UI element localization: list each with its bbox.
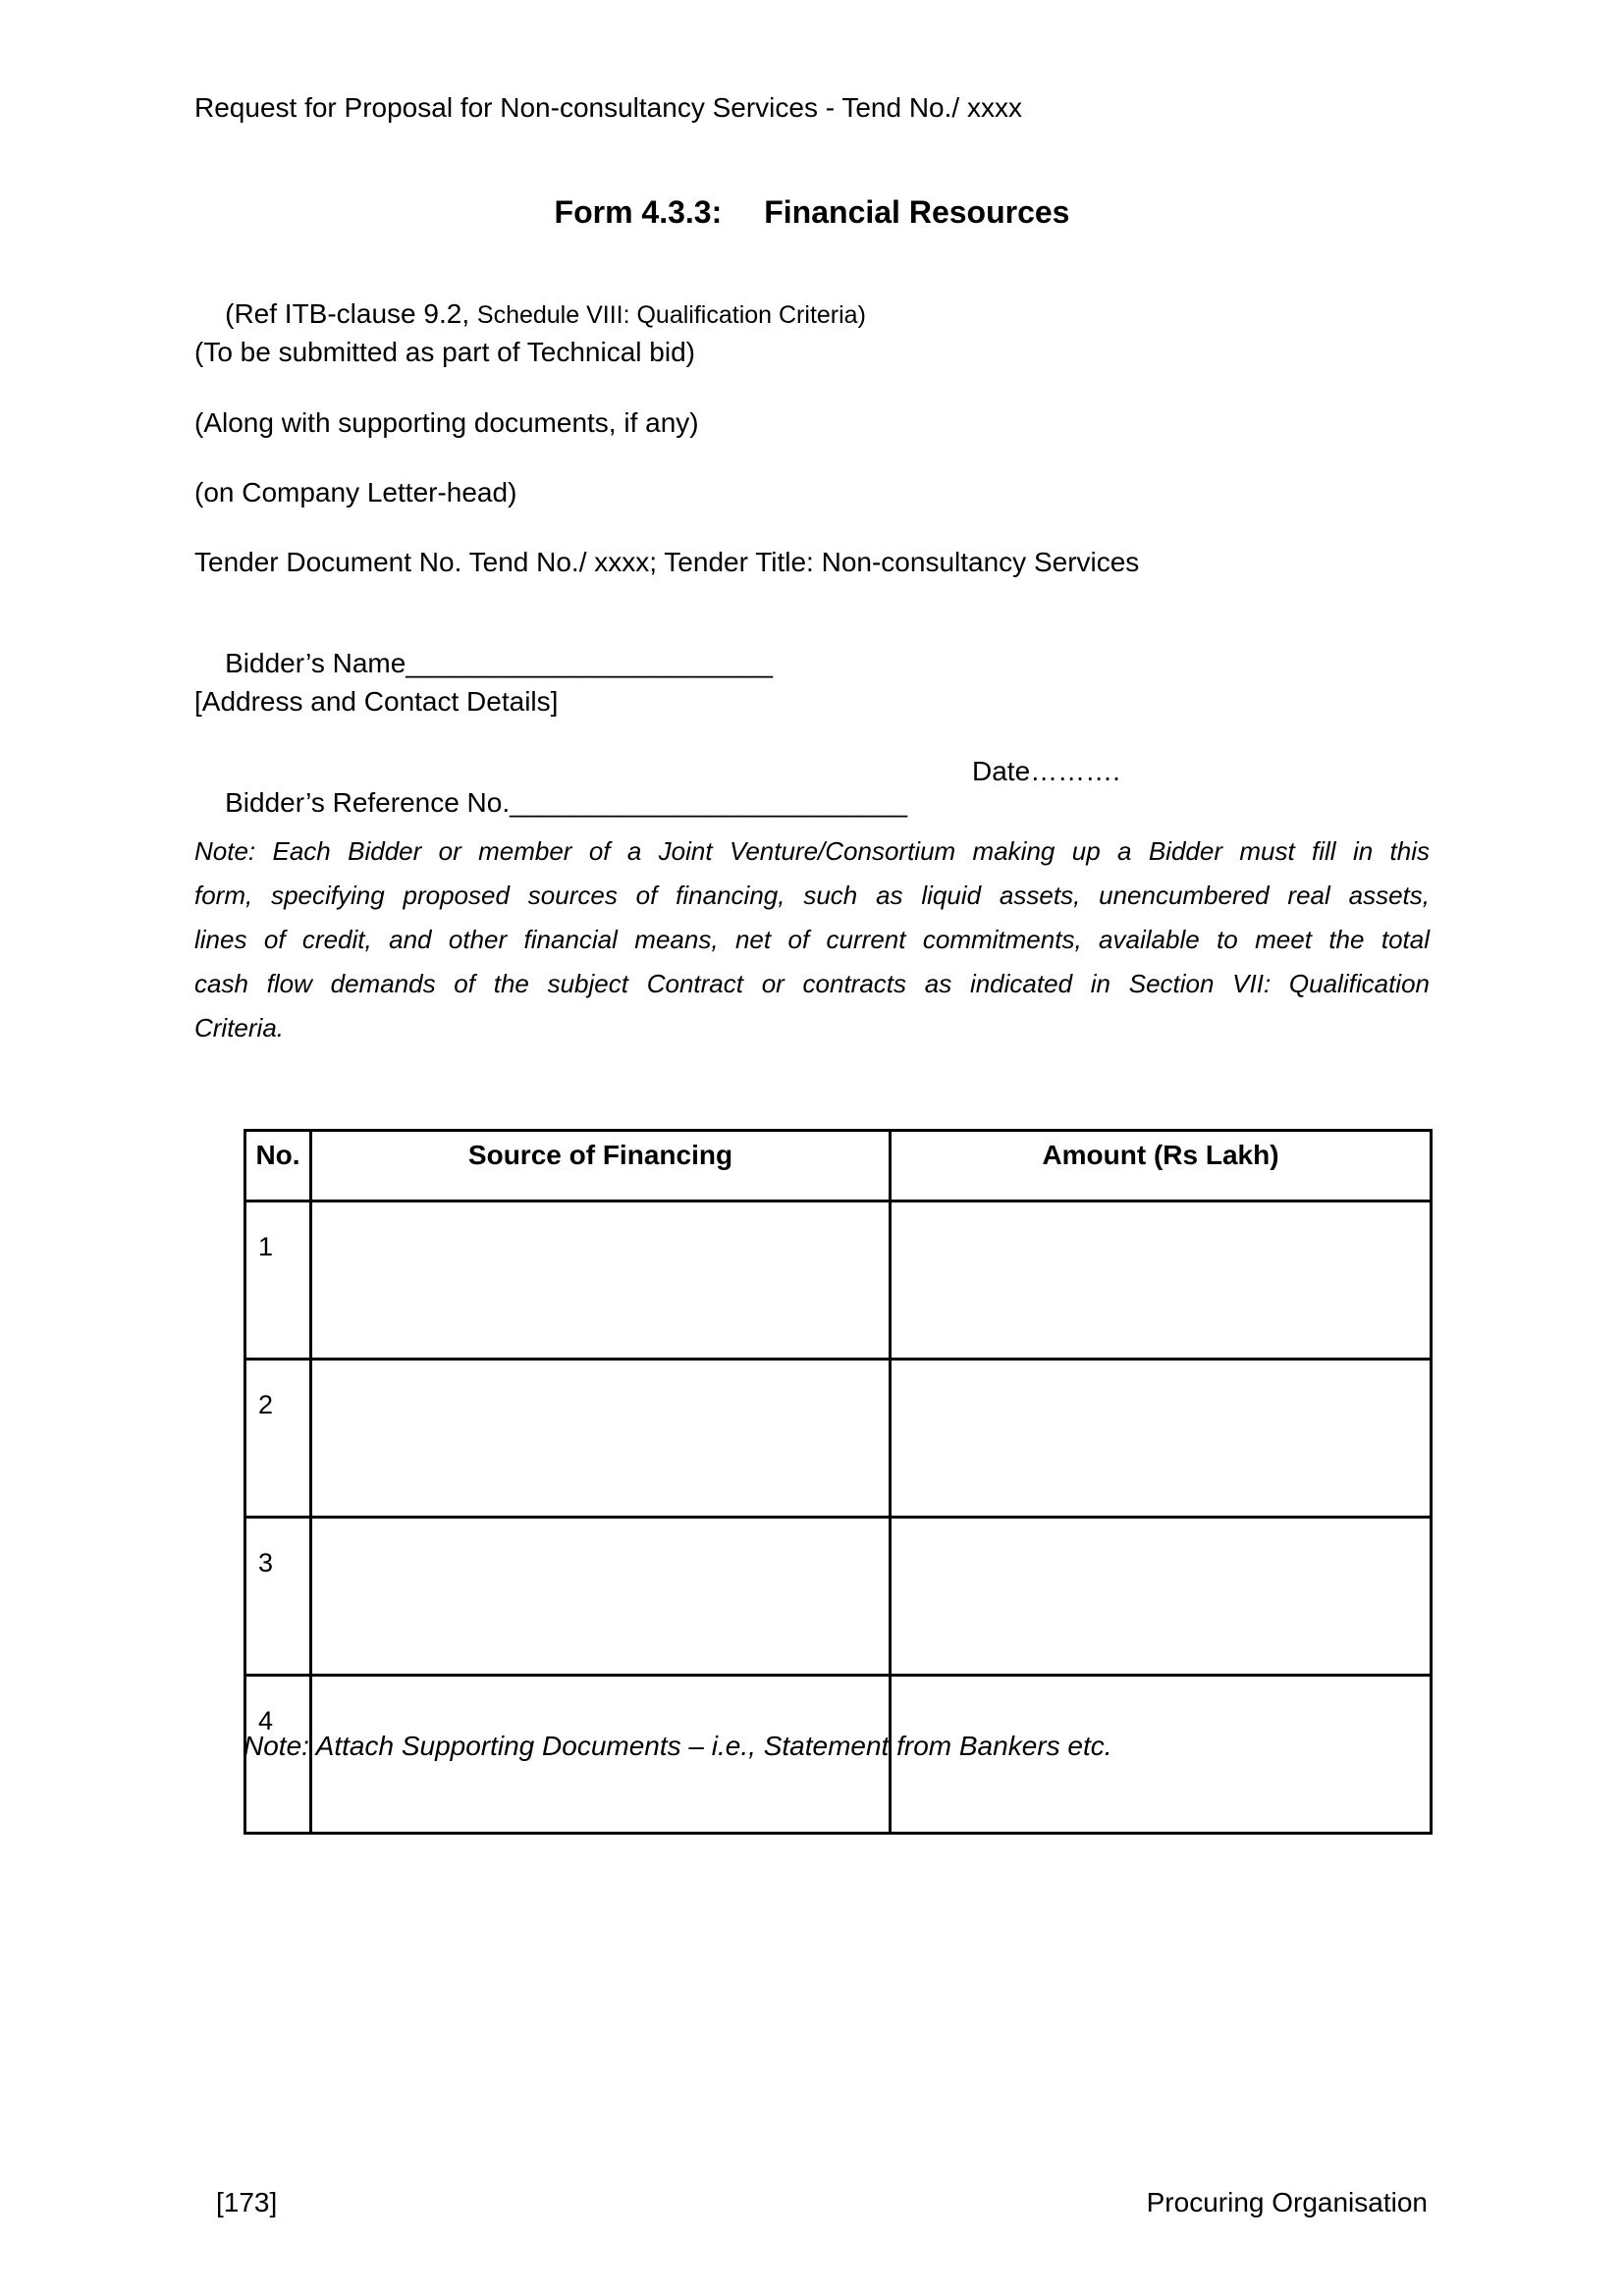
- amount-cell: [891, 1518, 1432, 1676]
- source-cell: [311, 1518, 891, 1676]
- col-header-no: No.: [245, 1131, 311, 1201]
- row-number-cell: 3: [245, 1518, 311, 1676]
- row-number-cell: 4: [245, 1676, 311, 1834]
- note-line: lines of credit, and other financial means, net of current commitments, available to meet the total: [194, 925, 1430, 954]
- note-line: cash flow demands of the subject Contract or contracts as indicated in Section VII: Qualification: [194, 969, 1430, 998]
- ref-clause-schedule: Schedule VIII: Qualification Criteria): [476, 301, 866, 329]
- table-header-row: [245, 1131, 1432, 1201]
- table-row: [245, 1360, 1432, 1518]
- letterhead-line: (on Company Letter-head): [194, 477, 517, 507]
- row-number-cell: 1: [245, 1201, 311, 1360]
- footer-organisation: Procuring Organisation: [1146, 2187, 1428, 2217]
- form-title: [0, 194, 1624, 231]
- amount-cell: [891, 1360, 1432, 1518]
- reference-label: Bidder’s Reference No.: [225, 787, 511, 818]
- reference-blank: __________________________: [510, 787, 908, 818]
- tender-document-line: Tender Document No. Tend No./ xxxx; Tender Title: Non-consultancy Services: [194, 547, 1140, 577]
- financing-table: [244, 1129, 1433, 1835]
- running-header: Request for Proposal for Non-consultancy Services - Tend No./ xxxx: [194, 92, 1022, 123]
- submitted-as-line: (To be submitted as part of Technical bid): [194, 337, 695, 367]
- date-label: Date……….: [972, 756, 1120, 786]
- source-cell: [311, 1360, 891, 1518]
- instruction-note: [194, 829, 1430, 1050]
- note-line: Note: Each Bidder or member of a Joint Venture/Consortium making up a Bidder must fill in this: [194, 836, 1430, 866]
- bidder-name-blank: ________________________: [406, 648, 774, 678]
- ref-clause-main: (Ref ITB-clause 9.2,: [225, 298, 477, 329]
- note-line: form, specifying proposed sources of financing, such as liquid assets, unencumbered real assets,: [194, 881, 1430, 910]
- note-line: Criteria.: [194, 1013, 285, 1042]
- page-number: [173]: [216, 2187, 278, 2217]
- col-header-source: Source of Financing: [311, 1131, 891, 1201]
- address-contact-line: [Address and Contact Details]: [194, 686, 559, 717]
- table-row: [245, 1201, 1432, 1360]
- col-header-amount: Amount (Rs Lakh): [891, 1131, 1432, 1201]
- table-row: [245, 1518, 1432, 1676]
- row-number-cell: 2: [245, 1360, 311, 1518]
- form-title-name: Financial Resources: [764, 194, 1070, 230]
- bidder-name-label: Bidder’s Name: [225, 648, 406, 678]
- source-cell: [311, 1201, 891, 1360]
- amount-cell: [891, 1201, 1432, 1360]
- table-footnote: Note: Attach Supporting Documents – i.e., Statement from Bankers etc.: [244, 1731, 1112, 1761]
- supporting-documents-line: (Along with supporting documents, if any): [194, 407, 699, 438]
- form-title-number: Form 4.3.3:: [554, 194, 723, 230]
